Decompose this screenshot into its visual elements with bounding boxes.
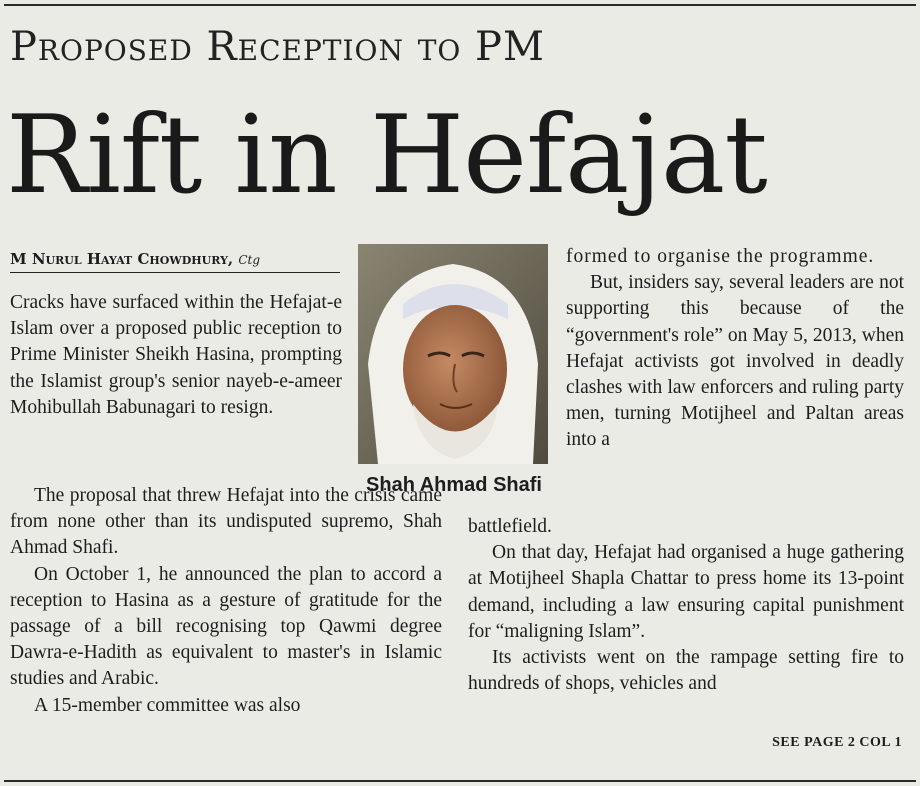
top-rule	[4, 4, 916, 6]
bottom-rule	[4, 780, 916, 782]
byline-location: Ctg	[238, 253, 261, 267]
paragraph: A 15-member committee was also	[34, 694, 301, 716]
paragraph: Cracks have surfaced within the Hefajat-e Islam over a proposed public reception to Prime Minister Sheikh Hasina, prompting the Islamist group's senior nayeb-e-ameer Mohibullah Babunagari to resign.	[10, 292, 342, 418]
paragraph: On that day, Hefajat had organised a huge gathering at Motijheel Shapla Chattar to press home its 13-point demand, including a law ensuring capital punishment for “maligning Islam”.	[468, 542, 904, 642]
portrait-illustration	[358, 244, 548, 464]
column-1-top	[10, 290, 342, 421]
byline-author: M Nurul Hayat Chowdhury,	[10, 250, 234, 268]
byline	[10, 250, 340, 273]
kicker: Proposed Reception to PM	[10, 24, 545, 70]
column-3-bottom	[468, 514, 904, 697]
paragraph: formed to organise the programme.	[566, 246, 875, 267]
paragraph: On October 1, he announced the plan to accord a reception to Hasina as a gesture of gratitude for the passage of a bill recognising top Qawmi degree Dawra-e-Hadith as equivalent to master's in Islamic studies and Arabic.	[10, 563, 442, 690]
column-3-top	[566, 244, 904, 454]
headline: Rift in Hefajat	[6, 93, 767, 218]
paragraph: Its activists went on the rampage setting fire to hundreds of shops, vehicles and	[468, 647, 904, 695]
paragraph: battlefield.	[468, 516, 552, 537]
portrait-photo	[358, 244, 548, 464]
paragraph: But, insiders say, several leaders are not supporting this because of the “government's role” on May 5, 2013, when Hefajat activists got involved in deadly clashes with law enforcers and ruling party men, turning Motijheel and Paltan areas into a	[566, 272, 904, 451]
photo-caption: Shah Ahmad Shafi	[366, 474, 542, 496]
column-1-bottom	[10, 483, 442, 719]
continuation-link[interactable]: SEE PAGE 2 COL 1	[772, 735, 902, 750]
paragraph: The proposal that threw Hefajat into the crisis came from none other than its undisputed supremo, Shah Ahmad Shafi.	[10, 485, 442, 559]
